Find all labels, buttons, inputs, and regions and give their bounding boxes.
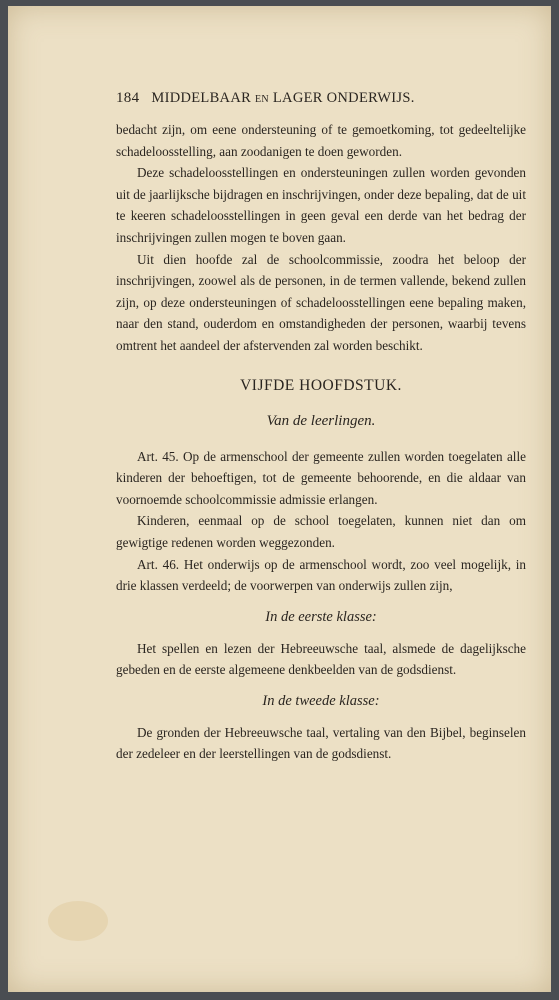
klasse-2-heading: In de tweede klasse: (262, 692, 380, 709)
article-45: Art. 45. Op de armenschool der gemeente zullen worden toegelaten alle kinderen der behoeftigen, tot de gemeente behoorende, en die aldaar van voornoemde schoolcommissie admissie erlangen. (116, 448, 526, 507)
book-page (8, 6, 551, 992)
klasse-1-heading: In de eerste klasse: (265, 608, 377, 625)
running-header (116, 90, 526, 107)
paper-stain (48, 901, 108, 941)
running-title (151, 90, 414, 107)
klasse-2-text: De gronden der Hebreeuwsche taal, vertaling van den Bijbel, beginselen der zedeleer en der leerstellingen van de godsdienst. (116, 724, 526, 762)
page-content (116, 90, 526, 765)
paragraph-intro-2: Deze schadeloosstellingen en ondersteuningen zullen worden gevonden uit de jaarlijksche bijdragen en inschrijvingen, onder deze bepaling, dat de uit te keeren schadeloosstellingen in geen geval een derde van het bedrag der inschrijvingen zullen mogen te boven gaan. (116, 165, 526, 245)
running-title-part2: EN (255, 94, 269, 105)
running-title-part1: MIDDELBAAR (151, 90, 252, 106)
klasse-1-text: Het spellen en lezen der Hebreeuwsche taal, alsmede de dagelijksche gebeden en de eerste algemeene denkbeelden van de godsdienst. (116, 640, 526, 678)
paragraph-intro-1: bedacht zijn, om eene ondersteuning of te gemoetkoming, tot gedeeltelijke schadeloosstelling, aan zoodanigen te doen geworden. (116, 122, 526, 159)
paragraph-intro-3: Uit dien hoofde zal de schoolcommissie, zoodra het beloop der inschrijvingen, zoowel als de personen, in de termen vallende, bekend zullen zijn, op deze ondersteuningen of schadeloosstellingen eene bepaling maken, naar den stand, ouderdom en omstandigheden der personen, waarbij tevens omtrent het aandeel der afstervenden zal worden beschikt. (116, 251, 526, 353)
chapter-heading: VIJFDE HOOFDSTUK. (240, 376, 402, 394)
paragraph-kinderen: Kinderen, eenmaal op de school toegelaten, kunnen niet dan om gewigtige redenen worden weggezonden. (116, 513, 526, 550)
article-46: Art. 46. Het onderwijs op de armenschool wordt, zoo veel mogelijk, in drie klassen verdeeld; de voorwerpen van onderwijs zullen zijn, (116, 556, 526, 594)
page-number: 184 (116, 90, 140, 106)
section-heading: Van de leerlingen. (266, 412, 376, 429)
running-title-part3: LAGER ONDERWIJS. (272, 90, 415, 106)
